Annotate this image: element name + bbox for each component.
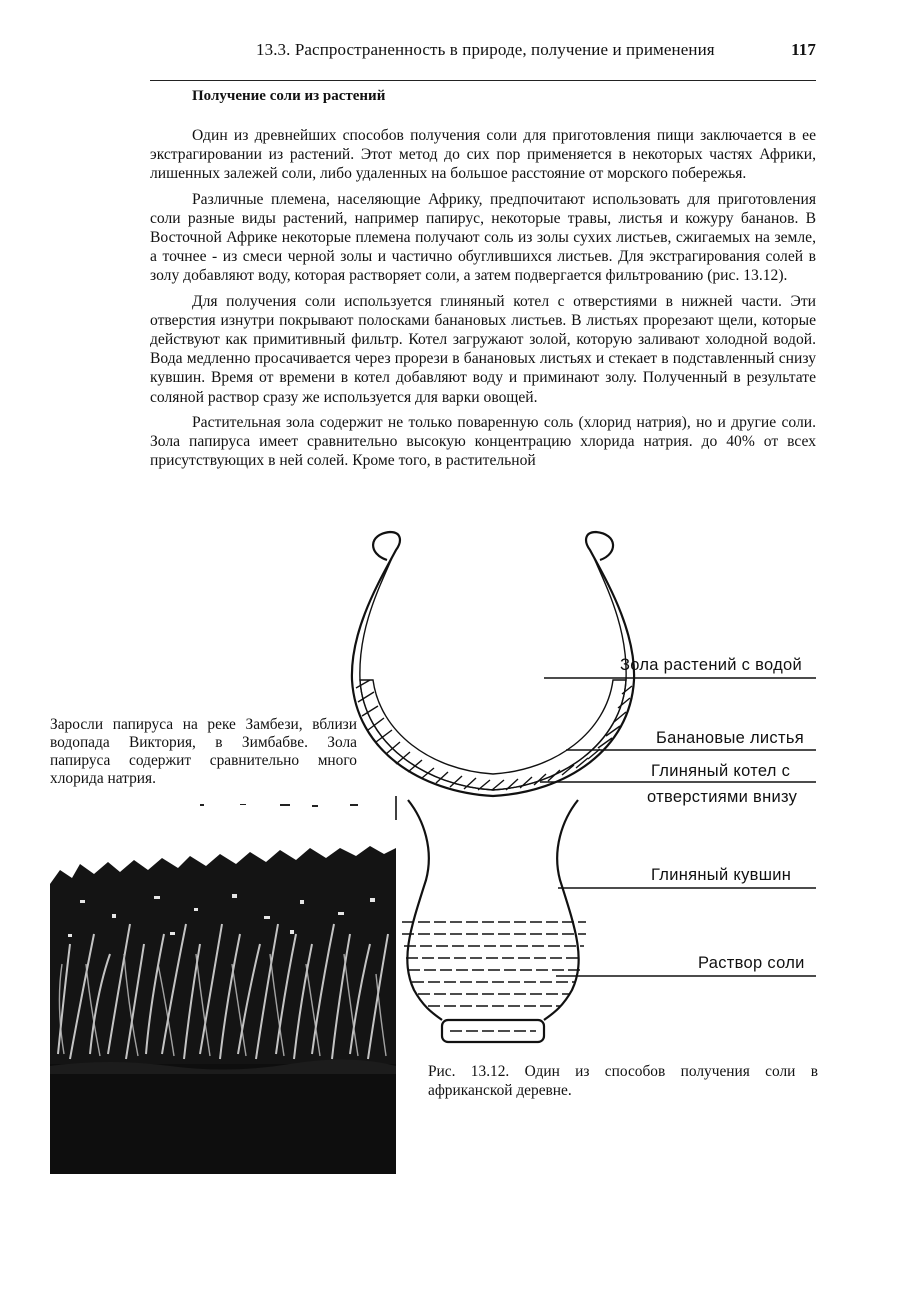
label-salt-solution: Раствор соли [698, 954, 805, 972]
running-head-title: 13.3. Распространенность в природе, получение и применения [256, 40, 715, 59]
body-text [150, 126, 816, 476]
paragraph: Для получения соли используется глиняный котел с отверстиями в нижней части. Эти отверстия изнутри покрывают полосками банановых листьев. В листьях прорезают щели, которые действуют как примитивный фильтр. Котел загружают золой, которую заливают холодной водой. Вода медленно просачивается через прорези в банановых листьях и стекает в подставленный снизу кувшин. Время от времени в котел добавляют воду и приминают золу. Полученный в результате соляной раствор сразу же используется для варки овощей. [150, 292, 816, 406]
page-number: 117 [791, 40, 816, 59]
label-banana-leaves: Банановые листья [656, 729, 804, 747]
label-clay-jug: Глиняный кувшин [651, 866, 792, 884]
label-ash-water: Зола растений с водой [620, 656, 802, 674]
paragraph: Один из древнейших способов получения соли для приготовления пищи заключается в ее экстрагировании из растений. Этот метод до сих пор применяется в некоторых частях Африки, лишенных залежей соли, либо удаленных на большое расстояние от морского побережья. [150, 127, 816, 183]
paragraph: Растительная зола содержит не только поваренную соль (хлорид натрия), но и другие соли. Зола папируса имеет сравнительно высокую концентрацию хлорида натрия. до 40% от всех присутствующих в ней солей. Кроме того, в растительной [150, 413, 816, 470]
label-clay-pot-line1: Глиняный котел с [651, 762, 791, 780]
header-rule [150, 80, 816, 81]
running-head [256, 40, 816, 68]
paragraph: Различные племена, населяющие Африку, предпочитают использовать для приготовления соли разные виды растений, например папирус, некоторые травы, листья и кожуру бананов. В Восточной Африке некоторые племена получают соль из золы сухих листьев, сжигаемых на земле, а точнее - из смеси черной золы и частично обуглившихся листьев. Для экстрагирования солей в золу добавляют воду, которая растворяет соли, а затем подвергается фильтрованию (рис. 13.12). [150, 190, 816, 285]
section-title: Получение соли из растений [192, 88, 386, 104]
figure-caption: Рис. 13.12. Один из способов получения соли в африканской деревне. [428, 1063, 818, 1099]
photo-caption: Заросли папируса на реке Замбези, вблизи водопада Виктория, в Зимбабве. Зола папируса содержит сравнительно много хлорида натрия. [50, 716, 357, 787]
label-clay-pot-line2: отверстиями внизу [647, 788, 798, 806]
jug-outline [407, 800, 442, 1020]
